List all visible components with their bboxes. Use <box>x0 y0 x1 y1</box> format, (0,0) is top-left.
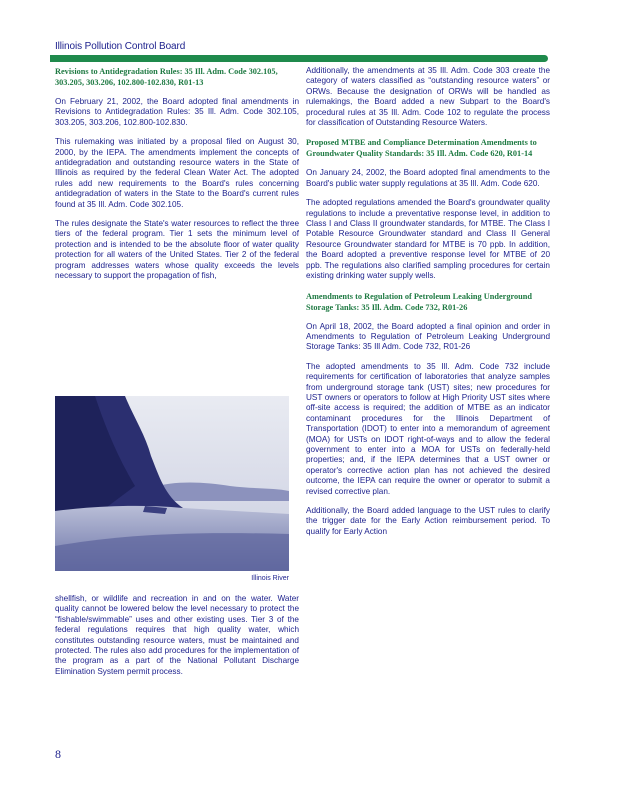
section-heading-mtbe: Proposed MTBE and Compliance Determination Amendments to Groundwater Quality Standards: 35 Ill. Adm. Code 620, R01-14 <box>306 138 537 159</box>
river-photo-figure <box>55 396 289 582</box>
paragraph: The rules designate the State's water resources to reflect the three tiers of the federal program. Tier 1 sets the minimum level of protection and is intended to be the absolute floor of water quality protection for all waters of the United States. Tier 2 of the federal program addresses waters whose quality exceeds the levels necessary to support the propagation of fish, <box>55 219 299 281</box>
paragraph: The adopted regulations amended the Board's groundwater quality regulations to include a preventative response level, in addition to Class I and Class II groundwater standards, for MTBE. The Class I Potable Resource Groundwater standard and Class II General Resource Groundwater standard for MTBE is 70 ppb. In addition, the Board adopted a preventive response level for MTBE of 20 ppb. The regulations also clarified sampling procedures for certain existing drinking water supply wells. <box>306 198 550 281</box>
paragraph: This rulemaking was initiated by a proposal filed on August 30, 2000, by the IEPA. The amendments implement the concepts of antidegradation and outstanding resource waters in the State of Illinois as required by the federal Clean Water Act. The adopted rules add new requirements to the Board's rules concerning antidegradation of waters in the State to the Board's current rules found at 35 Ill. Adm. Code 302.105. <box>55 137 299 209</box>
paragraph: Additionally, the amendments at 35 Ill. Adm. Code 303 create the category of waters classified as “outstanding resource waters” or ORWs. Because the designation of ORWs will be handled as rulemakings, the Board added a new Subpart to the Board's procedural rules at 35 Ill. Adm. Code 102 to regulate the process for classification of Outstanding Resource Waters. <box>306 66 550 128</box>
left-column-continued <box>55 594 299 677</box>
section-heading-petroleum-ust: Amendments to Regulation of Petroleum Leaking Underground Storage Tanks: 35 Ill. Adm. Code 732, R01-26 <box>306 291 533 312</box>
section-heading-antidegradation: Revisions to Antidegradation Rules: 35 Ill. Adm. Code 302.105, 303.205, 303.206, 102.800-102.830, R01-13 <box>55 67 278 87</box>
paragraph: On February 21, 2002, the Board adopted final amendments in Revisions to Antidegradation Rules: 35 Ill. Adm. Code 302.105, 303.205, 303.206, 102.800-102.830. <box>55 97 299 127</box>
header-title: Illinois Pollution Control Board <box>55 41 186 52</box>
page-number: 8 <box>55 747 61 761</box>
paragraph: The adopted amendments to 35 Ill. Adm. Code 732 include requirements for certification of laboratories that analyze samples from underground storage tank (UST) sites; new procedures for UST owners or operators to follow at High Priority UST sites where off-site access is required; the addition of MTBE as an indicator contaminant procedures for the Illinois Department of Transportation (IDOT) to enter into a memorandum of agreement (MOA) for USTs on IDOT right-of-ways and to allow the federal government to enter into a MOA for USTs on federally-held properties; and, if the IEPA determines that a UST owner or operator's corrective action plan has not achieved the desired outcome, the IEPA can require the owner or operator to submit a revised corrective plan. <box>306 361 550 496</box>
paragraph: Additionally, the Board added language to the UST rules to clarify the trigger date for the Early Action reimbursement period. To qualify for Early Action <box>306 506 550 536</box>
left-column <box>55 66 299 291</box>
paragraph: On April 18, 2002, the Board adopted a final opinion and order in Amendments to Regulation of Petroleum Leaking Underground Storage Tanks: 35 Ill Adm. Code 732, R01-26 <box>306 321 550 352</box>
paragraph: shellfish, or wildlife and recreation in and on the water. Water quality cannot be lowered below the level necessary to protect the “fishable/swimmable” uses and other existing uses. Tier 3 of the federal regulations requires that high quality water, which constitutes outstanding resource waters, must be maintained and protected. The rules also add procedures for the implementation of the program as a part of the National Pollutant Discharge Elimination System permit process. <box>55 594 299 676</box>
illinois-river-photo <box>55 396 289 571</box>
header-rule <box>50 55 548 62</box>
paragraph: On January 24, 2002, the Board adopted final amendments to the Board's public water supply regulations at 35 Ill. Adm. Code 620. <box>306 168 550 188</box>
photo-caption: Illinois River <box>251 575 289 582</box>
right-column <box>306 66 550 546</box>
